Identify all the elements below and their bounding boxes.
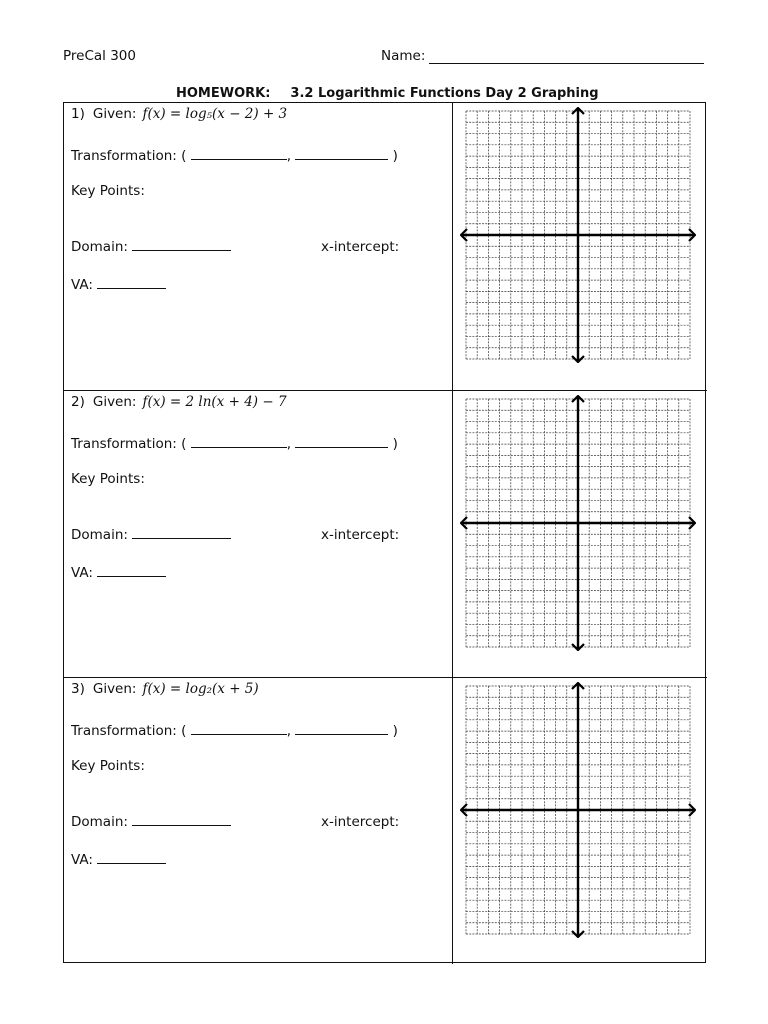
name-blank-line[interactable] <box>429 50 704 64</box>
graph-cell <box>453 391 705 677</box>
x-intercept-label: x-intercept: <box>321 239 400 255</box>
graph-cell <box>453 678 705 964</box>
domain-label: Domain: <box>71 814 128 830</box>
transformation-close: ) <box>392 723 398 739</box>
graph-cell <box>453 103 705 390</box>
coordinate-grid[interactable] <box>460 682 696 938</box>
problem-number: 2) <box>71 394 85 410</box>
given-label: Given: <box>92 394 137 410</box>
transformation-line <box>71 436 398 452</box>
transformation-label: Transformation: ( <box>71 723 187 739</box>
x-intercept-label: x-intercept: <box>321 814 400 830</box>
function-equation: f(x) = log₂(x + 5) <box>142 681 259 697</box>
transformation-label: Transformation: ( <box>71 436 187 452</box>
domain-blank[interactable] <box>132 814 231 826</box>
transformation-blank-1[interactable] <box>191 723 287 735</box>
domain-blank[interactable] <box>132 527 231 539</box>
key-points-label: Key Points: <box>71 183 145 199</box>
transformation-blank-2[interactable] <box>295 436 388 448</box>
va-blank[interactable] <box>97 277 166 289</box>
coordinate-grid[interactable] <box>460 395 696 651</box>
problem-row-1 <box>64 103 707 390</box>
problem-work-area <box>64 391 453 677</box>
va-line <box>71 277 166 293</box>
va-blank[interactable] <box>97 852 166 864</box>
transformation-blank-1[interactable] <box>191 148 287 160</box>
domain-label: Domain: <box>71 527 128 543</box>
comma: , <box>286 148 291 164</box>
problem-row-3 <box>64 677 707 964</box>
domain-label: Domain: <box>71 239 128 255</box>
topic-label: 3.2 Logarithmic Functions Day 2 Graphing <box>290 86 599 101</box>
course-label: PreCal 300 <box>63 48 136 64</box>
transformation-close: ) <box>392 148 398 164</box>
problem-row-2 <box>64 390 707 677</box>
va-label: VA: <box>71 852 93 868</box>
problem-work-area <box>64 103 453 390</box>
problem-number: 3) <box>71 681 85 697</box>
va-label: VA: <box>71 565 93 581</box>
transformation-label: Transformation: ( <box>71 148 187 164</box>
transformation-close: ) <box>392 436 398 452</box>
transformation-blank-2[interactable] <box>295 148 388 160</box>
va-blank[interactable] <box>97 565 166 577</box>
comma: , <box>286 723 291 739</box>
domain-blank[interactable] <box>132 239 231 251</box>
function-equation: f(x) = log₅(x − 2) + 3 <box>142 106 288 122</box>
coordinate-grid[interactable] <box>460 107 696 363</box>
key-points-label: Key Points: <box>71 758 145 774</box>
problem-number: 1) <box>71 106 85 122</box>
va-label: VA: <box>71 277 93 293</box>
transformation-line <box>71 148 398 164</box>
given-line <box>71 106 287 122</box>
transformation-line <box>71 723 398 739</box>
domain-line <box>71 239 231 255</box>
key-points-label: Key Points: <box>71 471 145 487</box>
problem-table <box>63 102 706 963</box>
function-equation: f(x) = 2 ln(x + 4) − 7 <box>142 394 287 410</box>
given-label: Given: <box>92 106 137 122</box>
name-field[interactable] <box>381 48 704 64</box>
given-line <box>71 681 259 697</box>
va-line <box>71 565 166 581</box>
domain-line <box>71 527 231 543</box>
x-intercept-label: x-intercept: <box>321 527 400 543</box>
transformation-blank-2[interactable] <box>295 723 388 735</box>
name-label: Name: <box>381 48 426 64</box>
va-line <box>71 852 166 868</box>
worksheet-title <box>176 86 599 101</box>
domain-line <box>71 814 231 830</box>
transformation-blank-1[interactable] <box>191 436 287 448</box>
comma: , <box>286 436 291 452</box>
homework-label: HOMEWORK: <box>176 86 271 101</box>
problem-work-area <box>64 678 453 964</box>
given-line <box>71 394 287 410</box>
given-label: Given: <box>92 681 137 697</box>
